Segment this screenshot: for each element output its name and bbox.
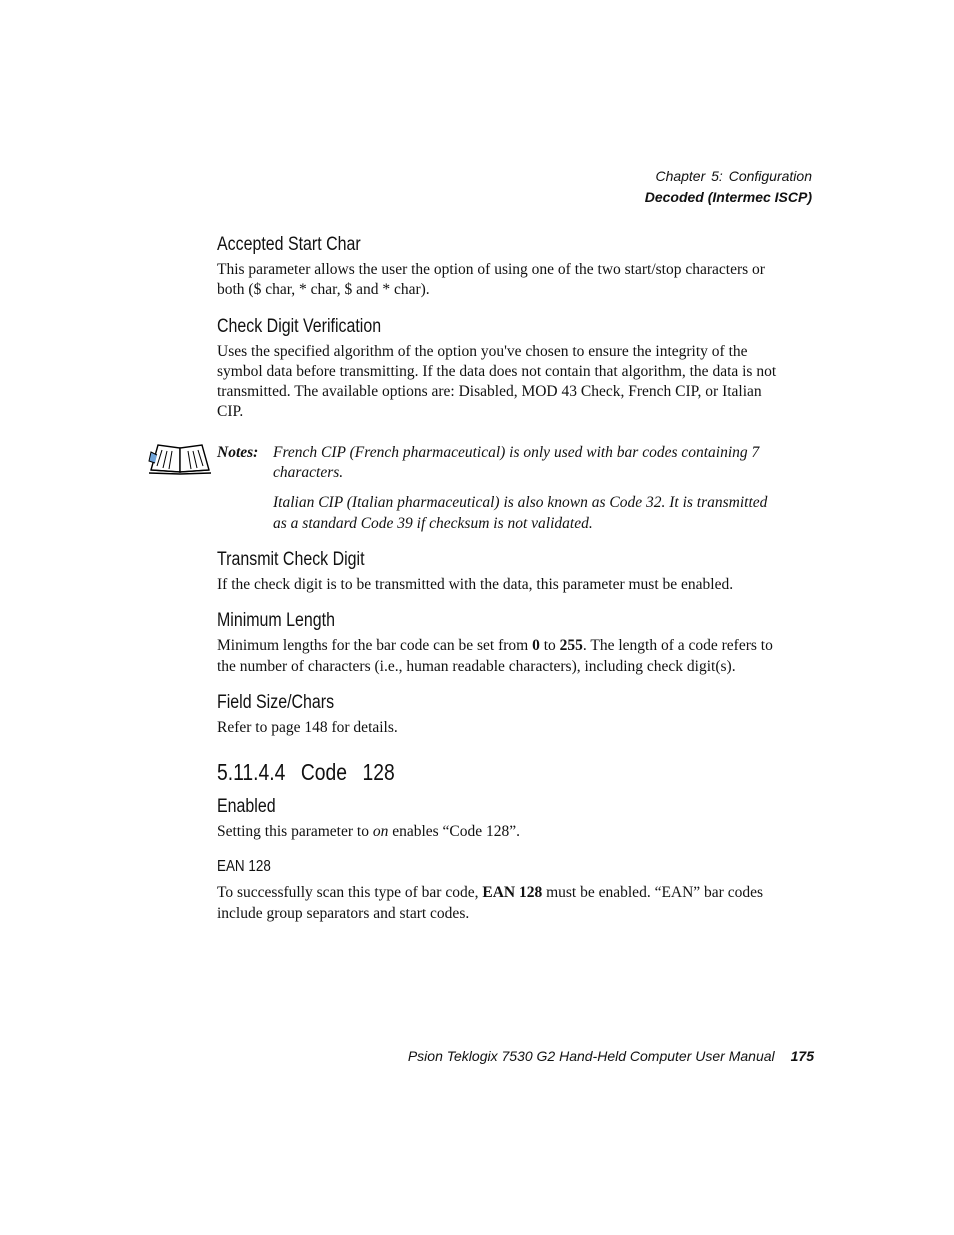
heading-field-size-chars: Field Size/Chars bbox=[217, 691, 335, 713]
paragraph-minimum-length: Minimum lengths for the bar code can be set from 0 to 255. The length of a code refers to the number of characters (i.e., human readable characters), including check digit(s). bbox=[217, 637, 773, 675]
max-length-value: 255 bbox=[559, 637, 583, 655]
on-value: on bbox=[372, 823, 389, 841]
heading-ean-128: EAN 128 bbox=[217, 858, 271, 876]
paragraph-check-digit-verification: Uses the specified algorithm of the option you've chosen to ensure the integrity of the symbol data before transmitting. If the data does not contain that algorithm, the data is not transmitted. The available options are: Disabled, MOD 43 Check, French CIP, or Italian CIP. bbox=[217, 342, 777, 421]
paragraph-ean-128: To successfully scan this type of bar code, EAN 128 must be enabled. “EAN” bar codes include group separators and start codes. bbox=[217, 884, 764, 922]
page-content bbox=[217, 232, 783, 924]
heading-accepted-start-char: Accepted Start Char bbox=[217, 234, 361, 255]
chapter-title: Chapter 5: Configuration bbox=[655, 168, 812, 184]
heading-code-128: 5.11.4.4 Code 128 bbox=[217, 759, 395, 786]
paragraph-accepted-start-char: This parameter allows the user the option of using one of the two start/stop characters or both ($ char, * char, $ and * char). bbox=[217, 261, 765, 299]
heading-enabled: Enabled bbox=[217, 796, 276, 818]
book-icon bbox=[147, 439, 213, 475]
heading-check-digit-verification: Check Digit Verification bbox=[217, 315, 382, 337]
section-title: Decoded (Intermec ISCP) bbox=[644, 189, 812, 205]
note-french-cip: French CIP (French pharmaceutical) is only used with bar codes containing 7 characters. bbox=[273, 443, 760, 482]
manual-title: Psion Teklogix 7530 G2 Hand-Held Computer User Manual bbox=[407, 1048, 775, 1064]
notes-label: Notes: bbox=[217, 443, 259, 461]
note-italian-cip: Italian CIP (Italian pharmaceutical) is also known as Code 32. It is transmitted as a standard Code 39 if checksum is not validated. bbox=[273, 494, 768, 532]
running-header bbox=[645, 166, 812, 208]
running-footer bbox=[408, 1046, 814, 1066]
heading-minimum-length: Minimum Length bbox=[217, 610, 335, 632]
paragraph-field-size-chars: Refer to page 148 for details. bbox=[217, 718, 398, 736]
min-length-value: 0 bbox=[532, 637, 540, 655]
heading-transmit-check-digit: Transmit Check Digit bbox=[217, 548, 365, 570]
paragraph-enabled: Setting this parameter to on enables “Code 128”. bbox=[217, 823, 521, 841]
paragraph-transmit-check-digit: If the check digit is to be transmitted with the data, this parameter must be enabled. bbox=[217, 575, 734, 593]
ean-128-bold: EAN 128 bbox=[482, 884, 543, 902]
notes-block bbox=[217, 443, 783, 534]
page-number: 175 bbox=[790, 1048, 814, 1064]
